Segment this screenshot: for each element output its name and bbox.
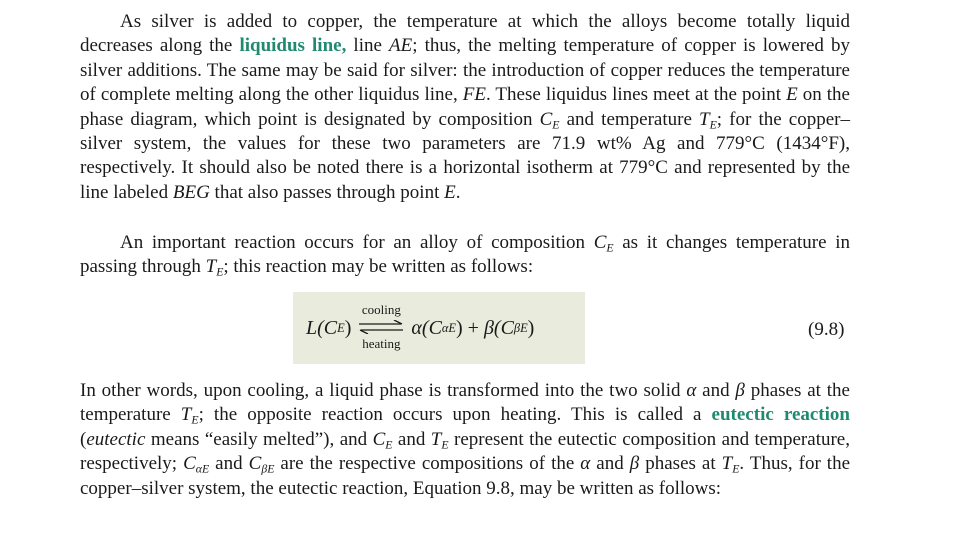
text: . These liquidus lines meet at the point	[485, 84, 787, 106]
text: .	[455, 181, 461, 203]
text: In other words, upon cooling, a liquid phase is transformed into the two solid	[80, 380, 687, 401]
symbol-beta: β	[735, 380, 745, 401]
subscript-E: E	[216, 265, 224, 279]
symbol-T: T	[205, 256, 217, 278]
text: As silver is added to copper, the temperature at which the alloys become totally liquid decreases along the	[80, 11, 850, 57]
symbol-C: C	[372, 428, 386, 450]
eq-plus: +	[462, 316, 484, 339]
text: ; for the copper–silver system, the values for these two parameters are 71.9 wt% Ag and 779°C (1434°F), respectively. It should also be noted there is a horizontal isotherm at 779°C and represented by the line labeled	[80, 108, 850, 203]
symbol-beta: β	[629, 453, 640, 475]
symbol-C: C	[183, 453, 196, 475]
symbol-C: C	[428, 316, 442, 339]
subscript-E: E	[732, 462, 740, 476]
text: and	[696, 380, 736, 401]
subscript-betaE: βE	[261, 462, 275, 476]
subscript-alphaE: αE	[441, 321, 456, 335]
text: (	[80, 428, 87, 450]
eq-paren: )	[527, 316, 535, 339]
eq-alpha: α(	[411, 316, 429, 339]
equation-9-8	[306, 302, 535, 351]
eq-paren: )	[455, 316, 463, 339]
text: represent the eutectic composition and temperature, respectively;	[80, 428, 850, 475]
symbol-T: T	[699, 108, 710, 130]
harpoon-arrows-icon	[357, 320, 405, 334]
text: that also passes through point	[209, 181, 445, 203]
equation-number: (9.8)	[808, 319, 845, 340]
text: . Thus, for the copper–silver system, the eutectic reaction, Equation 9.8, may be written as follows:	[80, 453, 850, 499]
subscript-E: E	[552, 118, 560, 132]
subscript-E: E	[337, 321, 345, 335]
text: and	[590, 453, 630, 475]
text: line	[346, 35, 389, 57]
eq-beta: β(	[483, 316, 501, 339]
symbol-C: C	[539, 108, 553, 130]
arrow-label-cooling: cooling	[361, 302, 401, 317]
symbol-T: T	[721, 453, 733, 475]
text: ; thus, the melting temperature of copper is lowered by silver additions. The same may be said for silver: the introduction of copper reduces the temperature of complete melting along the other liquidus line,	[80, 35, 850, 106]
text: ; this reaction may be written as follows:	[223, 256, 534, 278]
subscript-alphaE: αE	[195, 462, 210, 476]
subscript-E: E	[709, 118, 717, 132]
symbol-alpha: α	[580, 453, 591, 475]
text: and	[209, 453, 249, 475]
term-eutectic-reaction: eutectic reaction	[711, 404, 850, 426]
symbol-alpha: α	[686, 380, 697, 401]
eq-paren: )	[344, 316, 352, 339]
word-eutectic: eutectic	[86, 428, 146, 450]
arrow-label-heating: heating	[362, 336, 401, 351]
term-liquidus-line: liquidus line,	[239, 35, 347, 57]
subscript-betaE: βE	[513, 321, 528, 335]
line-AE: AE	[389, 35, 413, 57]
text: as it changes temperature in passing through	[80, 232, 850, 278]
equilibrium-arrows	[357, 302, 405, 351]
symbol-C: C	[593, 232, 607, 253]
text: are the respective compositions of the	[274, 453, 581, 475]
text: and temperature	[559, 108, 700, 130]
symbol-C: C	[323, 316, 338, 339]
symbol-T: T	[180, 404, 192, 426]
text: means “easily melted”), and	[145, 428, 373, 450]
line-FE: FE	[462, 84, 486, 106]
paragraph-liquidus	[80, 10, 850, 205]
subscript-E: E	[385, 438, 393, 452]
text: phases at	[639, 453, 722, 475]
point-E: E	[786, 84, 798, 106]
paragraph-eutectic	[80, 379, 850, 501]
symbol-C: C	[500, 316, 514, 339]
text: phases at the temperature	[80, 380, 850, 426]
paragraph-reaction-intro	[80, 231, 850, 280]
subscript-E: E	[606, 241, 614, 255]
subscript-E: E	[191, 413, 199, 427]
subscript-E: E	[441, 438, 449, 452]
symbol-C: C	[248, 453, 262, 475]
text: on the phase diagram, which point is designated by composition	[80, 84, 850, 130]
line-BEG: BEG	[172, 181, 210, 203]
text: ; the opposite reaction occurs upon heating. This is called a	[198, 404, 712, 426]
symbol-T: T	[430, 428, 442, 450]
text: and	[392, 428, 431, 450]
eq-liquid: L(	[306, 316, 324, 339]
text: An important reaction occurs for an alloy of composition	[120, 232, 594, 253]
point-E: E	[444, 181, 456, 203]
